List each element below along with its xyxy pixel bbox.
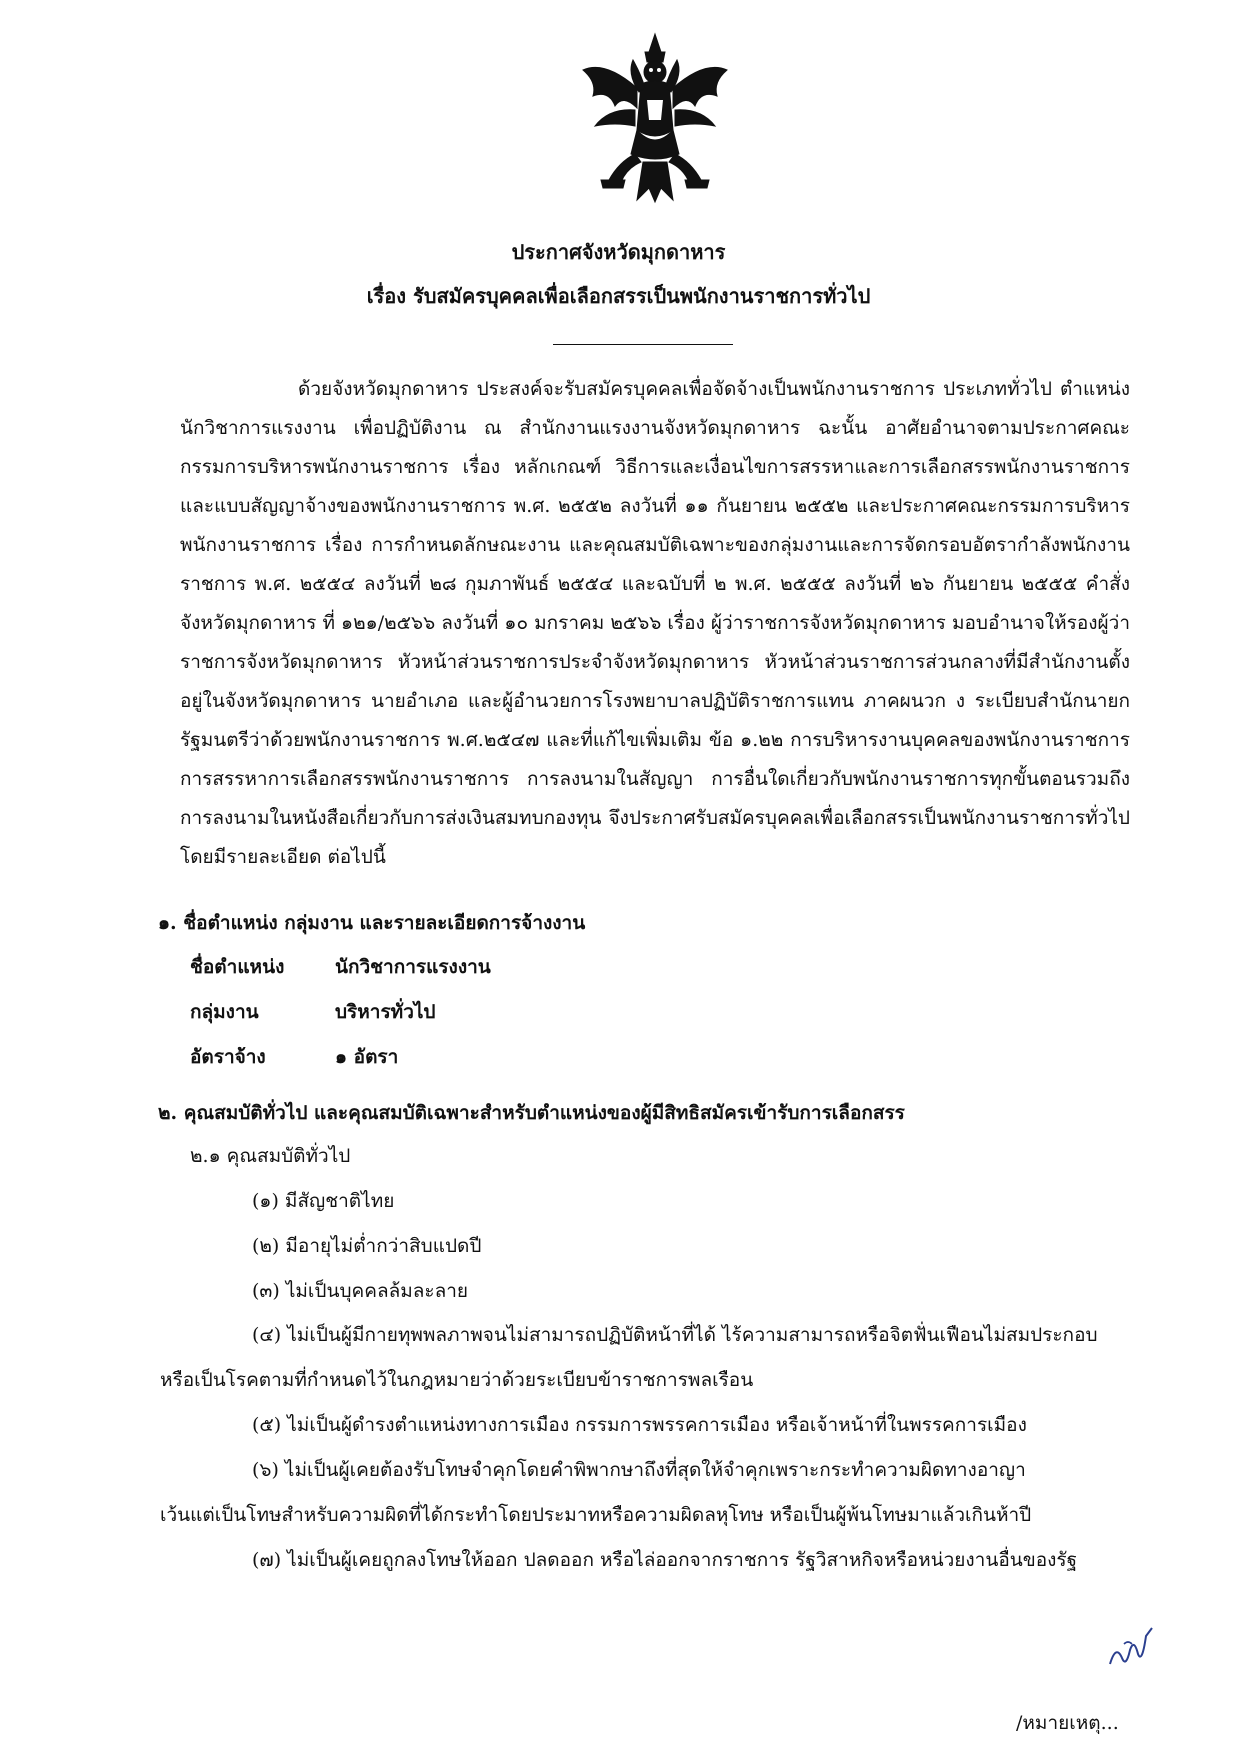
- qualification-item: (๑) มีสัญชาติไทย: [252, 1190, 395, 1212]
- announcement-title: ประกาศจังหวัดมุกดาหาร: [511, 240, 726, 264]
- qualification-item: (๓) ไม่เป็นบุคคลล้มละลาย: [252, 1280, 469, 1302]
- position-label: ชื่อตำแหน่ง: [190, 956, 285, 978]
- qualification-item: (๕) ไม่เป็นผู้ดำรงตำแหน่งทางการเมือง กรรมการพรรคการเมือง หรือเจ้าหน้าที่ในพรรคการเมือง: [252, 1414, 1027, 1436]
- qualification-item: (๔) ไม่เป็นผู้มีกายทุพพลภาพจนไม่สามารถปฏิบัติหน้าที่ได้ ไร้ความสามารถหรือจิตฟั่นเฟือนไม่สมประกอบ: [252, 1324, 1098, 1346]
- initials-signature-icon: [1106, 1624, 1156, 1670]
- continued-footer: /หมายเหตุ...: [1016, 1712, 1119, 1734]
- hiring-rate-value: ๑ อัตรา: [335, 1046, 399, 1068]
- title-divider: [553, 344, 733, 345]
- qualification-item: (๒) มีอายุไม่ต่ำกว่าสิบแปดปี: [252, 1235, 482, 1257]
- section-2-heading: ๒. คุณสมบัติทั่วไป และคุณสมบัติเฉพาะสำหรับตำแหน่งของผู้มีสิทธิสมัครเข้ารับการเลือกสรร: [158, 1102, 905, 1124]
- hiring-rate-label: อัตราจ้าง: [190, 1046, 266, 1068]
- qualification-item-continued: เว้นแต่เป็นโทษสำหรับความผิดที่ได้กระทำโดยประมาทหรือความผิดลหุโทษ หรือเป็นผู้พ้นโทษมาแล้วเกินห้าปี: [160, 1504, 1032, 1526]
- intro-paragraph: ด้วยจังหวัดมุกดาหาร ประสงค์จะรับสมัครบุคคลเพื่อจัดจ้างเป็นพนักงานราชการ ประเภททั่วไป ตำแหน่ง นักวิชาการแรงงาน เพื่อปฏิบัติงาน ณ สำนักงานแรงงานจังหวัดมุกดาหาร ฉะนั้น อาศัยอำนาจตามประกาศคณะกรรมการบริหารพนักงานราชการ เรื่อง หลักเกณฑ์ วิธีการและเงื่อนไขการสรรหาและการเลือกสรรพนักงานราชการ และแบบสัญญาจ้างของพนักงานราชการ พ.ศ. ๒๕๕๒ ลงวันที่ ๑๑ กันยายน ๒๕๕๒ และประกาศคณะกรรมการบริหารพนักงานราชการ เรื่อง การกำหนดลักษณะงาน และคุณสมบัติเฉพาะของกลุ่มงานและการจัดกรอบอัตรากำลังพนักงานราชการ พ.ศ. ๒๕๕๔ ลงวันที่ ๒๘ กุมภาพันธ์ ๒๕๕๔ และฉบับที่ ๒ พ.ศ. ๒๕๕๕ ลงวันที่ ๒๖ กันยายน ๒๕๕๕ คำสั่งจังหวัดมุกดาหาร ที่ ๑๒๑/๒๕๖๖ ลงวันที่ ๑๐ มกราคม ๒๕๖๖ เรื่อง ผู้ว่าราชการจังหวัดมุกดาหาร มอบอำนาจให้รองผู้ว่าราชการจังหวัดมุกดาหาร หัวหน้าส่วนราชการประจำจังหวัดมุกดาหาร หัวหน้าส่วนราชการส่วนกลางที่มีสำนักงานตั้งอยู่ในจังหวัดมุกดาหาร นายอำเภอ และผู้อำนวยการโรงพยาบาลปฏิบัติราชการแทน ภาคผนวก ง ระเบียบสำนักนายกรัฐมนตรีว่าด้วยพนักงานราชการ พ.ศ.๒๕๔๗ และที่แก้ไขเพิ่มเติม ข้อ ๑.๒๒ การบริหารงานบุคคลของพนักงานราชการ การสรรหาการเลือกสรรพนักงานราชการ การลงนามในสัญญา การอื่นใดเกี่ยวกับพนักงานราชการทุกขั้นตอนรวมถึงการลงนามในหนังสือเกี่ยวกับการส่งเงินสมทบกองทุน จึงประกาศรับสมัครบุคคลเพื่อเลือกสรรเป็นพนักงานราชการทั่วไป โดยมีรายละเอียด ต่อไปนี้: [180, 378, 1130, 868]
- work-group-value: บริหารทั่วไป: [335, 1001, 436, 1023]
- garuda-emblem-icon: [575, 30, 735, 205]
- announcement-subject: เรื่อง รับสมัครบุคคลเพื่อเลือกสรรเป็นพนักงานราชการทั่วไป: [366, 284, 871, 308]
- work-group-label: กลุ่มงาน: [190, 1001, 259, 1023]
- qualification-item: (๖) ไม่เป็นผู้เคยต้องรับโทษจำคุกโดยคำพิพากษาถึงที่สุดให้จำคุกเพราะกระทำความผิดทางอาญา: [252, 1459, 1026, 1481]
- section-1-heading: ๑. ชื่อตำแหน่ง กลุ่มงาน และรายละเอียดการจ้างงาน: [158, 912, 586, 934]
- section-2-1-heading: ๒.๑ คุณสมบัติทั่วไป: [190, 1145, 351, 1167]
- position-value: นักวิชาการแรงงาน: [335, 956, 491, 978]
- qualification-item-continued: หรือเป็นโรคตามที่กำหนดไว้ในกฎหมายว่าด้วยระเบียบข้าราชการพลเรือน: [160, 1369, 754, 1391]
- qualification-item: (๗) ไม่เป็นผู้เคยถูกลงโทษให้ออก ปลดออก หรือไล่ออกจากราชการ รัฐวิสาหกิจหรือหน่วยงานอื่นของรัฐ: [252, 1549, 1078, 1571]
